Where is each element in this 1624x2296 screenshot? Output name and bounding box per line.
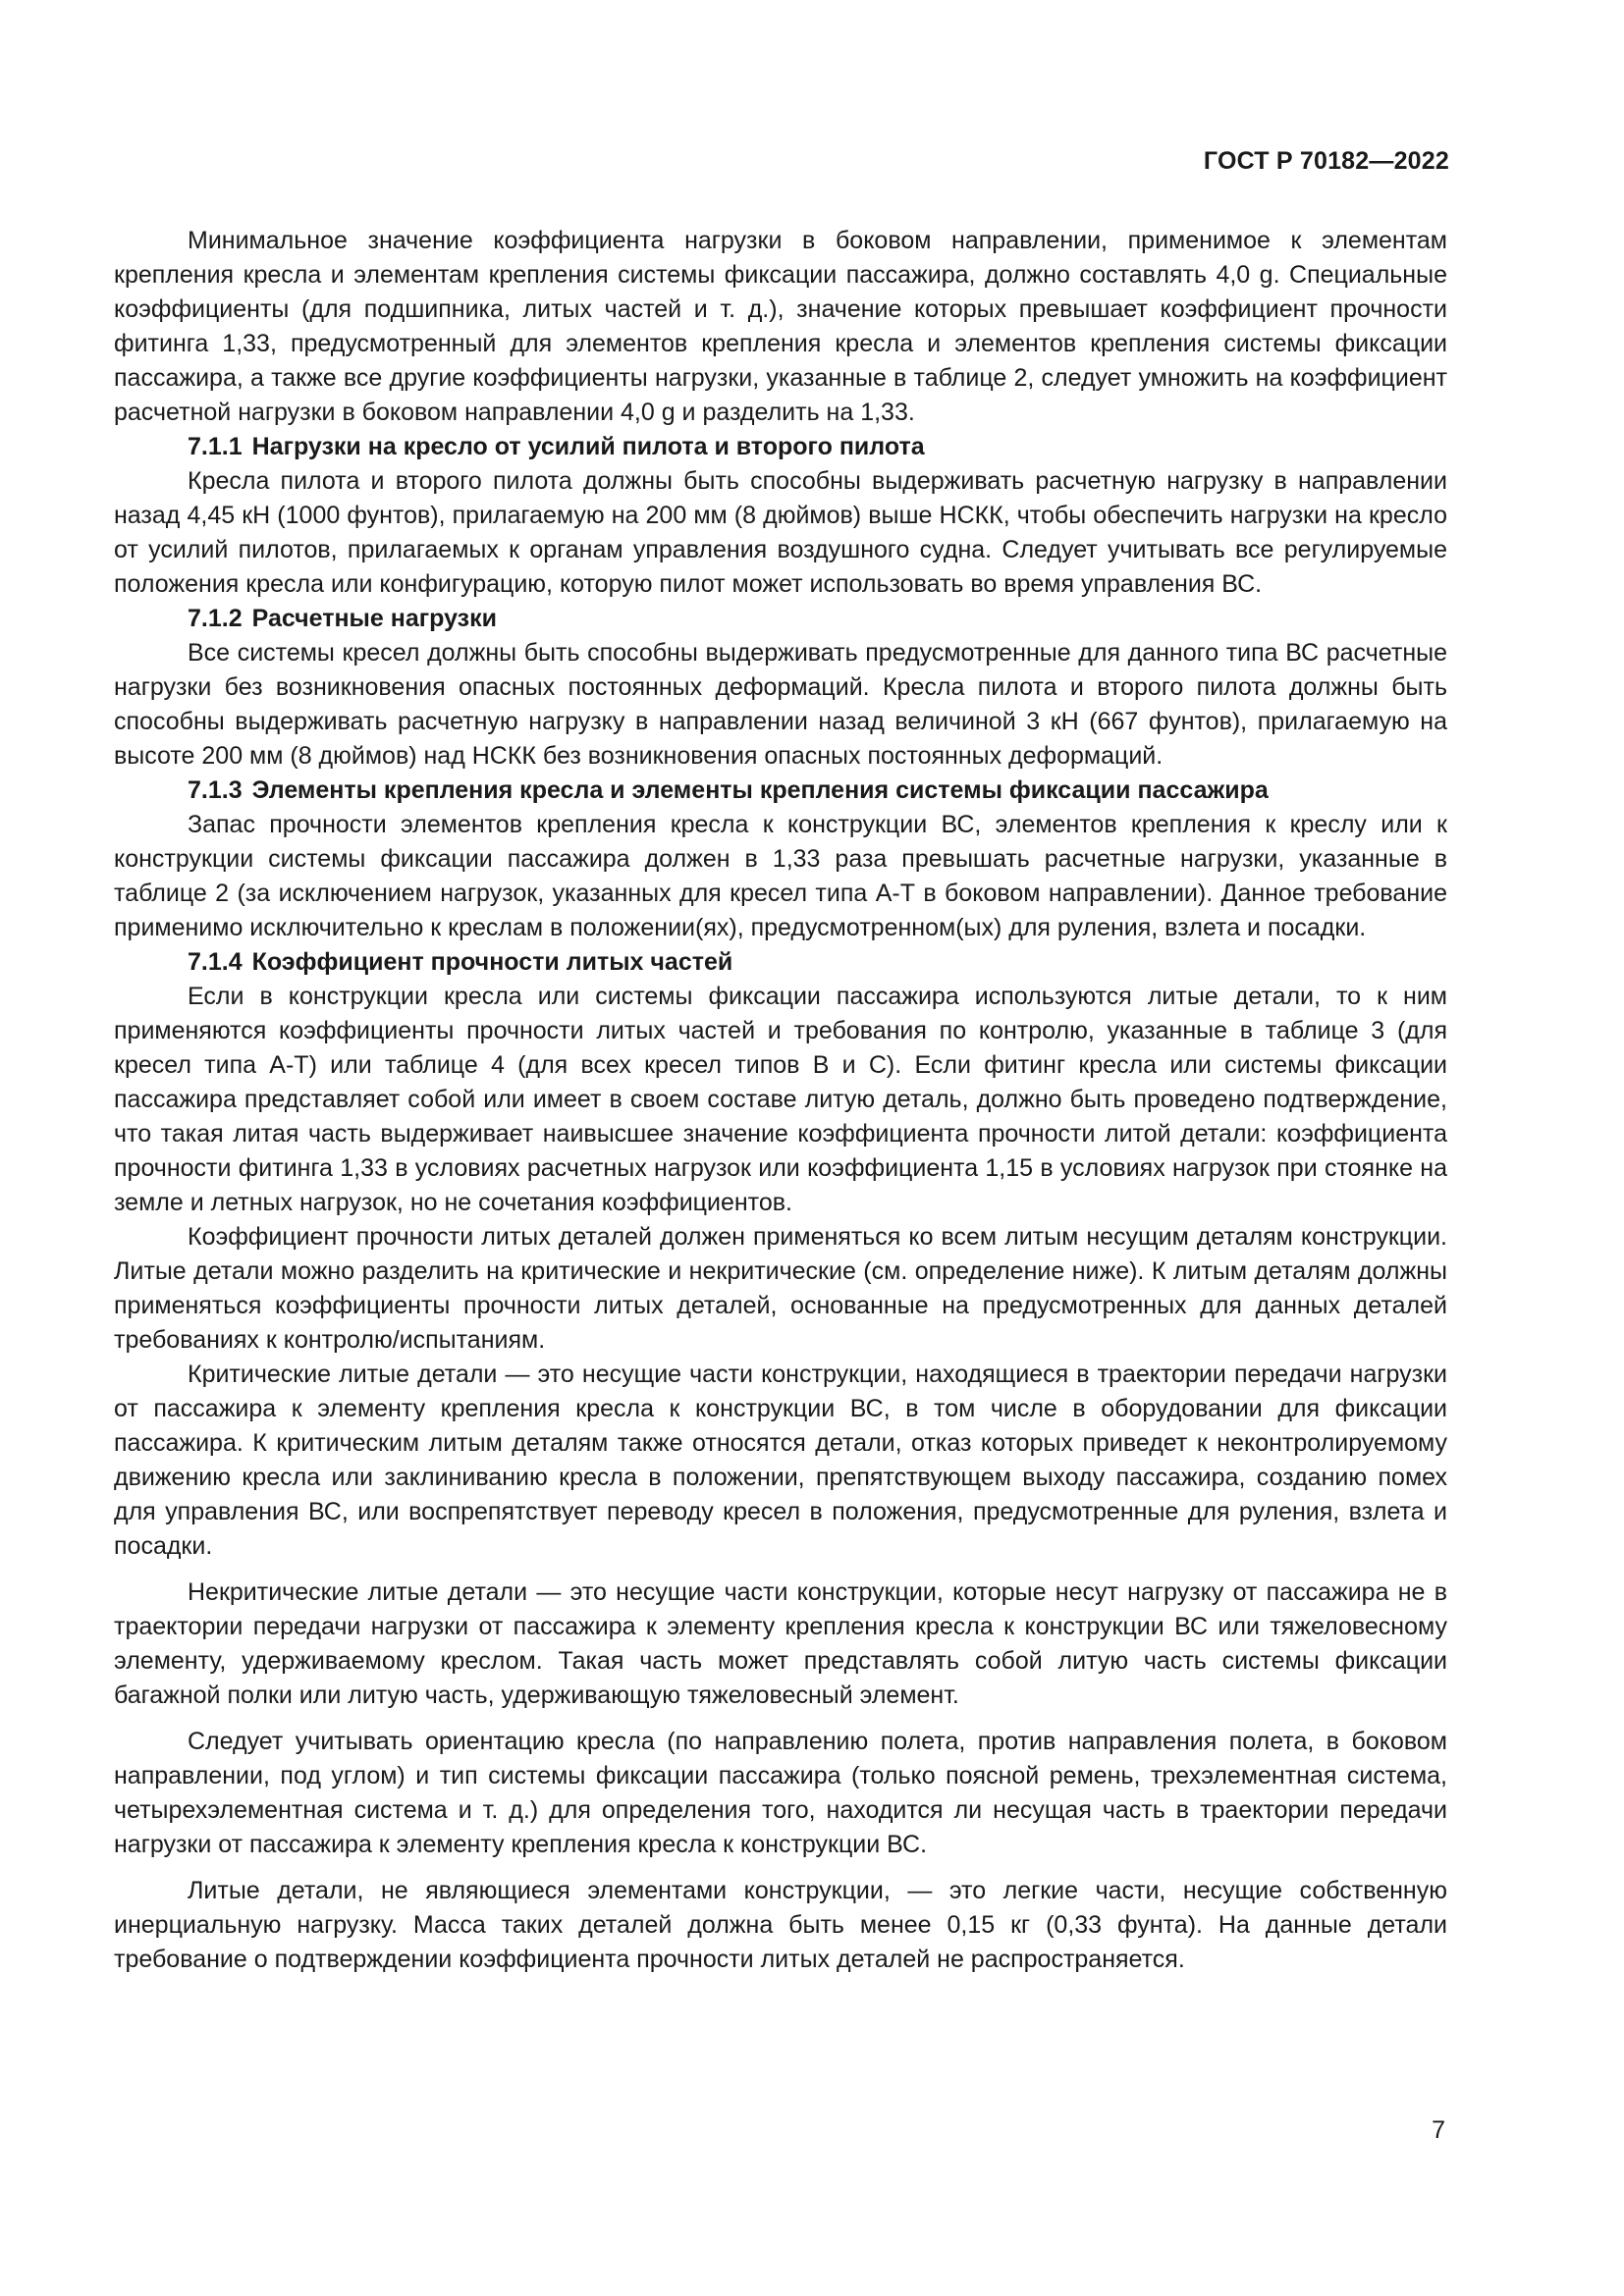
section-number: 7.1.1: [188, 433, 243, 460]
section-title: Коэффициент прочности литых частей: [251, 948, 733, 976]
section-heading-7-1-1: [114, 430, 1447, 464]
paragraph-lateral-load: Минимальное значение коэффициента нагрузки в боковом направлении, применимое к элементам крепления кресла и элементам крепления системы фиксации пассажира, должно составлять 4,0 g. Специальные коэффициенты (для подшипника, литых частей и т. д.), значение которых превышает коэффициент прочности фитинга 1,33, предусмотренный для элементов крепления кресла и элементов крепления системы фиксации пассажира, а также все другие коэффициенты нагрузки, указанные в таблице 2, следует умножить на коэффициент расчетной нагрузки в боковом направлении 4,0 g и разделить на 1,33.: [114, 227, 1447, 426]
paragraph-seat-orientation: Следует учитывать ориентацию кресла (по направлению полета, против направления полета, в боковом направлении, под углом) и тип системы фиксации пассажира (только поясной ремень, трехэлементная система, четырехэлементная система и т. д.) для определения того, находится ли несущая часть в траектории передачи нагрузки от пассажира к элементу крепления кресла к конструкции ВС.: [114, 1728, 1447, 1858]
paragraph-attachment-strength: Запас прочности элементов крепления кресла к конструкции ВС, элементов крепления к креслу или к конструкции системы фиксации пассажира должен в 1,33 раза превышать расчетные нагрузки, указанные в таблице 2 (за исключением нагрузок, указанных для кресел типа А-Т в боковом направлении). Данное требование применимо исключительно к креслам в положении(ях), предусмотренном(ых) для руления, взлета и посадки.: [114, 811, 1447, 941]
paragraph-pilot-loads: Кресла пилота и второго пилота должны быть способны выдерживать расчетную нагрузку в направлении назад 4,45 кН (1000 фунтов), прилагаемую на 200 мм (8 дюймов) выше НСКК, чтобы обеспечить нагрузки на кресло от усилий пилотов, прилагаемых к органам управления воздушного судна. Следует учитывать все регулируемые положения кресла или конфигурацию, которую пилот может использовать во время управления ВС.: [114, 467, 1447, 598]
paragraph-noncritical-castings: Некритические литые детали — это несущие части конструкции, которые несут нагрузку от пассажира не в траектории передачи нагрузки от пассажира к элементу крепления кресла к конструкции ВС или тяжеловесному элементу, удерживаемому креслом. Такая часть может представлять собой литую часть системы фиксации багажной полки или литую часть, удерживающую тяжеловесный элемент.: [114, 1578, 1447, 1709]
page-number: 7: [1432, 2116, 1445, 2144]
paragraph-design-loads: Все системы кресел должны быть способны выдерживать предусмотренные для данного типа ВС расчетные нагрузки без возникновения опасных постоянных деформаций. Кресла пилота и второго пилота должны быть способны выдерживать расчетную нагрузку в направлении назад величиной 3 кН (667 фунтов), прилагаемую на высоте 200 мм (8 дюймов) над НСКК без возникновения опасных постоянных деформаций.: [114, 639, 1447, 770]
section-title: Нагрузки на кресло от усилий пилота и второго пилота: [251, 433, 925, 460]
paragraph-critical-castings: Критические литые детали — это несущие части конструкции, находящиеся в траектории передачи нагрузки от пассажира к элементу крепления кресла к конструкции ВС, в том числе в оборудовании для фиксации пассажира. К критическим литым деталям также относятся детали, отказ которых приведет к неконтролируемому движению кресла или заклиниванию кресла в положении, препятствующем выходу пассажира, созданию помех для управления ВС, или воспрепятствует переводу кресел в положения, предусмотренные для руления, взлета и посадки.: [114, 1361, 1447, 1560]
section-number: 7.1.4: [188, 948, 243, 976]
section-number: 7.1.3: [188, 776, 243, 804]
paragraph-nonstructural-castings: Литые детали, не являющиеся элементами конструкции, — это легкие части, несущие собственную инерциальную нагрузку. Масса таких деталей должна быть менее 0,15 кг (0,33 фунта). На данные детали требование о подтверждении коэффициента прочности литых деталей не распространяется.: [114, 1877, 1447, 1973]
section-heading-7-1-4: [114, 945, 1447, 980]
section-number: 7.1.2: [188, 605, 243, 632]
document-header: ГОСТ Р 70182—2022: [1203, 147, 1449, 175]
paragraph-casting-application: Коэффициент прочности литых деталей должен применяться ко всем литым несущим деталям конструкции. Литые детали можно разделить на критические и некритические (см. определение ниже). К литым деталям должны применяться коэффициенты прочности литых деталей, основанные на предусмотренных для данных деталей требованиях к контролю/испытаниям.: [114, 1223, 1447, 1354]
document-body: [114, 224, 1447, 1977]
section-title: Расчетные нагрузки: [251, 605, 497, 632]
section-title: Элементы крепления кресла и элементы крепления системы фиксации пассажира: [251, 776, 1269, 804]
section-heading-7-1-3: [114, 774, 1447, 808]
section-heading-7-1-2: [114, 602, 1447, 636]
paragraph-casting-factor: Если в конструкции кресла или системы фиксации пассажира используются литые детали, то к ним применяются коэффициенты прочности литых частей и требования по контролю, указанные в таблице 3 (для кресел типа А-Т) или таблице 4 (для всех кресел типов В и С). Если фитинг кресла или системы фиксации пассажира представляет собой или имеет в своем составе литую деталь, должно быть проведено подтверждение, что такая литая часть выдерживает наивысшее значение коэффициента прочности литой детали: коэффициента прочности фитинга 1,33 в условиях расчетных нагрузок или коэффициента 1,15 в условиях нагрузок при стоянке на земле и летных нагрузок, но не сочетания коэффициентов.: [114, 983, 1447, 1216]
